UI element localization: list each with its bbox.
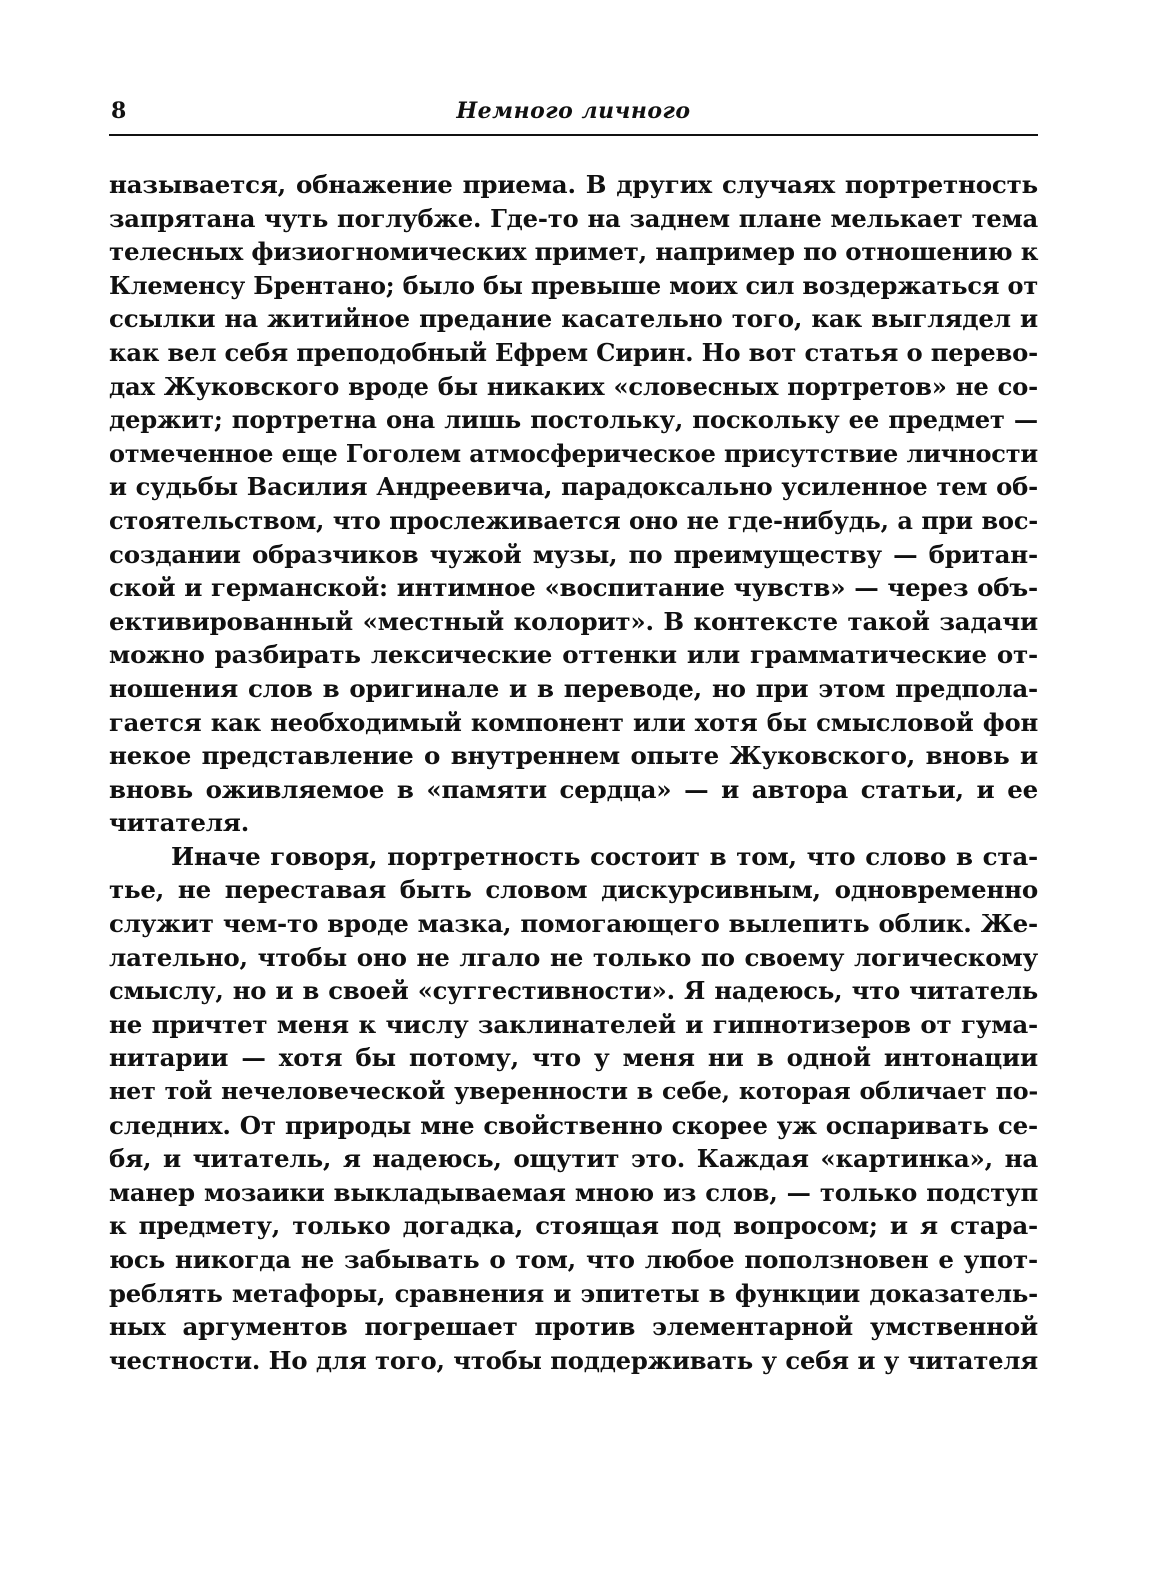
text-line: служит чем-то вроде мазка, помогающего вылепить облик. Же- <box>109 909 1038 939</box>
text-line: ективированный «местный колорит». В контексте такой задачи <box>109 606 1038 636</box>
text-line: манер мозаики выкладываемая мною из слов, — только подступ <box>109 1177 1038 1207</box>
text-line: к предмету, только догадка, стоящая под вопросом; и я стара- <box>109 1211 1038 1241</box>
text-line: лательно, чтобы оно не лгало не только по своему логическому <box>109 942 1038 972</box>
page-header <box>109 94 1038 136</box>
text-line: можно разбирать лексические оттенки или грамматические от- <box>109 640 1038 670</box>
text-line: запрятана чуть поглубже. Где-то на заднем плане мелькает тема <box>109 203 1038 233</box>
text-line: дах Жуковского вроде бы никаких «словесных портретов» не со- <box>109 371 1038 401</box>
text-line: честности. Но для того, чтобы поддерживать у себя и у читателя <box>109 1345 1038 1375</box>
text-line: следних. От природы мне свойственно скорее уж оспаривать се- <box>109 1110 1038 1140</box>
text-line: и судьбы Василия Андреевича, парадоксально усиленное тем об- <box>109 472 1038 502</box>
running-title: Немного личного <box>456 98 691 124</box>
text-line: стоятельством, что прослеживается оно не где-нибудь, а при вос- <box>109 505 1038 535</box>
page-number: 8 <box>111 98 127 124</box>
text-line: вновь оживляемое в «памяти сердца» — и автора статьи, и ее <box>109 774 1038 804</box>
text-line: Иначе говоря, портретность состоит в том, что слово в ста- <box>171 841 1038 871</box>
text-line: тье, не переставая быть словом дискурсивным, одновременно <box>109 875 1038 905</box>
text-line: читателя. <box>109 808 250 838</box>
text-line: нет той нечеловеческой уверенности в себе, которая обличает по- <box>109 1077 1038 1106</box>
text-line: юсь никогда не забывать о том, что любое поползновен е упот- <box>109 1245 1038 1274</box>
text-line: отмеченное еще Гоголем атмосферическое присутствие личности <box>109 438 1038 468</box>
text-line: бя, и читатель, я надеюсь, ощутит это. Каждая «картинка», на <box>109 1144 1038 1174</box>
text-line: ношения слов в оригинале и в переводе, но при этом предпола- <box>109 673 1038 703</box>
text-line: некое представление о внутреннем опыте Жуковского, вновь и <box>109 741 1038 771</box>
text-line: ской и германской: интимное «воспитание чувств» — через объ- <box>109 573 1038 603</box>
text-line: Клеменсу Брентано; было бы превыше моих сил воздержаться от <box>109 270 1038 300</box>
text-line: смыслу, но и в своей «суггестивности». Я надеюсь, что читатель <box>109 976 1038 1006</box>
text-line: как вел себя преподобный Ефрем Сирин. Но вот статья о перево- <box>109 337 1038 367</box>
text-line: телесных физиогномических примет, например по отношению к <box>109 237 1039 267</box>
body-text <box>109 168 1038 1377</box>
text-line: называется, обнажение приема. В других случаях портретность <box>109 170 1038 199</box>
text-line: ных аргументов погрешает против элементарной умственной <box>109 1312 1038 1342</box>
text-line: гается как необходимый компонент или хотя бы смысловой фон <box>109 707 1038 737</box>
text-line: ссылки на житийное предание касательно того, как выглядел и <box>109 304 1038 334</box>
text-line: нитарии — хотя бы потому, что у меня ни в одной интонации <box>109 1043 1038 1073</box>
text-line: реблять метафоры, сравнения и эпитеты в функции доказатель- <box>109 1278 1038 1308</box>
text-line: создании образчиков чужой музы, по преимуществу — британ- <box>109 539 1038 569</box>
text-line: не причтет меня к числу заклинателей и гипнотизеров от гума- <box>109 1009 1038 1039</box>
text-line: держит; портретна она лишь постольку, поскольку ее предмет — <box>109 405 1038 435</box>
